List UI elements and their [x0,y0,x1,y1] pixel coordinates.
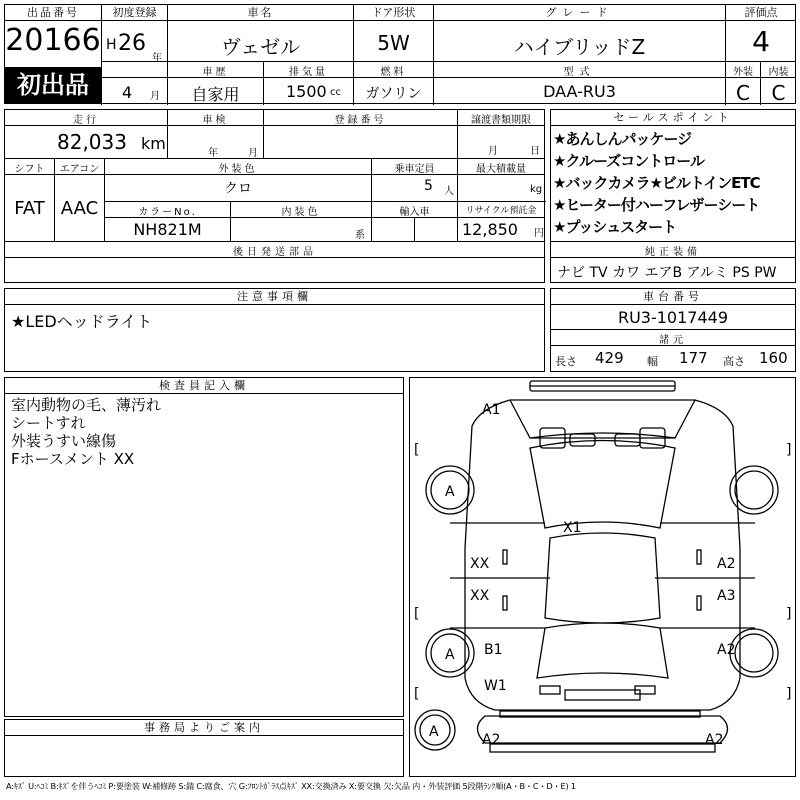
damage-mark: W1 [484,678,507,694]
later-parts-label: 後日発送部品 [233,247,317,258]
handle-right-2 [697,596,701,610]
car-diagram-box [409,377,796,777]
sales-point: ★ヒーター付ハーフレザーシート [553,196,760,214]
reg-cell [102,5,168,105]
recycle-fee: 12,850 [462,220,518,239]
bracket-mark: [ [414,606,420,622]
capacity-label: 乗車定員 [394,164,435,175]
width-label: 幅 [647,355,658,368]
load-label: 最大積載量 [476,164,526,175]
ac: AAC [60,198,99,219]
capacity-unit: 人 [444,186,454,197]
era: H [106,37,117,53]
bracket-mark: ] [786,442,792,458]
fuel: ガソリン [365,86,422,102]
color-label: 外装色 [218,164,258,175]
damage-mark: XX [470,556,490,572]
sales-points-list [553,128,760,238]
displacement-label: 排気量 [289,67,328,78]
handle-left-2 [503,596,507,610]
transfer-day-unit: 日 [530,146,540,157]
legend: A:ｷｽﾞ U:ﾍｺﾐ B:ｷｽﾞを伴うﾍｺﾐ P:要塗装 W:補修跡 S:錆 C:腐食、穴 G:ﾌﾛﾝﾄｶﾞﾗｽ点ｷｽﾞ XX:交換済み X:要交換 欠:欠品 内・外装評価 5段階ﾗﾝｸ順(A・B・C・D・E) 1 [6,781,576,791]
door-label: ドア形状 [354,5,433,21]
damage-mark: A2 [705,732,724,748]
handle-left-1 [503,550,507,564]
inspection-label: 車検 [202,115,229,126]
rear-window [537,623,668,678]
damage-mark: A3 [717,588,736,604]
color-no: NH821M [133,220,202,239]
equipment: ナビ TV カワ エアB アルミ PS PW [557,265,777,281]
header-box [4,4,796,104]
reg-year: 26 [118,31,146,56]
inspector-note: Fホースメント XX [11,450,135,468]
ext-grade-cell [726,61,761,105]
mileage-label: 走行 [73,115,99,126]
mileage-cell [5,110,168,158]
bracket-mark: [ [414,686,420,702]
ext-grade: C [736,81,750,105]
bracket-mark: ] [786,686,792,702]
sales-point: ★クルーズコントロール [553,152,704,170]
damage-mark: A2 [717,642,736,658]
model-label: 型式 [563,67,596,78]
notes-box [4,288,545,372]
inspector-box [4,377,404,717]
sales-point: ★プッシュスタート [553,218,677,236]
color-no-cell [105,202,231,241]
equipment-label: 純正装備 [645,247,701,258]
color: クロ [224,181,252,197]
chassis-box [550,288,796,372]
rear-light-left [540,686,560,694]
int-grade-label: 内装 [768,67,789,78]
sales-point: ★あんしんパッケージ [553,130,692,148]
inspection-month-unit: 月 [248,148,258,159]
mileage: 82,033 [57,130,127,154]
month-unit: 月 [150,91,160,102]
damage-mark: A [445,647,455,663]
height-label: 高さ [723,355,745,368]
inspector-notes [11,396,161,468]
import-cell [372,202,458,241]
color-cell [105,158,372,202]
history-cell [168,61,264,105]
roof-vent-4 [615,434,640,446]
reg-month: 4 [122,83,133,102]
color-no-label: カラーNo. [105,203,230,218]
damage-mark: X1 [563,520,582,536]
sales-points-label: セールスポイント [551,110,795,126]
shift: FAT [14,198,45,219]
door-type: 5W [377,31,410,55]
lot-number: 20166 [5,23,101,58]
load-unit: kg [530,184,543,195]
wheel-rear-right [730,629,778,677]
chassis-label: 車台番号 [551,289,795,305]
shift-cell [5,158,55,241]
shift-label: シフト [14,164,45,175]
displacement-unit: cc [330,87,341,98]
ac-label: エアコン [59,164,100,175]
damage-mark: B1 [484,642,503,658]
score-label: 評価点 [726,5,796,21]
interior-color-cell [231,202,372,241]
mileage-unit: km [141,134,166,153]
damage-mark: A [429,724,439,740]
front-bumper [478,716,728,743]
int-grade-cell [761,61,797,105]
transfer-month-unit: 月 [488,146,498,157]
damage-mark: XX [470,588,490,604]
length: 429 [595,349,624,367]
sales-point: ★バックカメラ★ビルトインETC [553,174,760,192]
handle-right-1 [697,550,701,564]
vehicle-info-box [4,109,545,283]
bracket-mark: [ [414,442,420,458]
damage-mark: A2 [482,732,501,748]
inspector-note: 外装うすい線傷 [11,432,117,450]
damage-mark: A [445,484,455,500]
fuel-label: 燃料 [380,67,407,78]
recycle-cell [458,202,546,241]
transfer-label: 譲渡書類期限 [471,115,531,126]
office-box [4,719,404,777]
year-unit: 年 [152,53,162,64]
inspector-note: 室内動物の毛、薄汚れ [11,396,162,414]
displacement: 1500 [286,82,327,101]
length-label: 長さ [555,355,577,368]
grade-label: グレード [434,5,725,21]
model-code: DAA-RU3 [543,82,616,101]
history-label: 車歴 [202,67,229,78]
height: 160 [759,349,788,367]
name-cell [168,5,354,61]
inspector-label: 検査員記入欄 [5,378,403,394]
inspection-year-unit: 年 [208,148,218,159]
fuel-cell [354,61,434,105]
car-diagram [410,378,795,776]
transfer-cell [458,110,546,158]
first-listing-badge: 初出品 [5,67,101,104]
import-label: 輸入車 [372,203,457,218]
recycle-unit: 円 [534,228,544,239]
plate-cell [264,110,458,158]
history: 自家用 [191,85,240,104]
chassis-number: RU3-1017449 [617,308,729,327]
dimensions-label: 諸元 [659,335,687,346]
bracket-mark: ] [786,606,792,622]
inspection-cell [168,110,264,158]
score: 4 [752,25,770,58]
inspector-note: シートすれ [11,414,86,432]
office-label: 事務局よりご案内 [5,720,403,736]
recycle-label: リサイクル預託金 [458,203,544,218]
sales-points-box [550,109,796,283]
load-cell [458,158,546,202]
reg-label: 初度登録 [102,5,167,21]
grade: ハイブリッドZ [513,35,646,59]
displacement-cell [264,61,354,105]
int-grade: C [771,81,786,105]
interior-color-unit: 系 [355,230,365,241]
name-label: 車名 [168,5,353,21]
model-cell [434,61,726,105]
notes-text: ★LEDヘッドライト [11,312,153,331]
capacity: 5 [424,178,433,194]
plate-label: 登録番号 [334,115,387,126]
damage-mark: A1 [482,402,501,418]
width: 177 [679,349,708,367]
door-cell [354,5,434,61]
car-body-outline [465,400,740,710]
score-cell [726,5,797,61]
capacity-cell [372,158,458,202]
roof-vent-3 [570,434,595,446]
interior-color-label: 内装色 [231,203,371,218]
roof [545,533,660,623]
windshield [530,441,675,529]
ac-cell [55,158,105,241]
lot-label: 出品番号 [5,5,101,21]
car-name: ヴェゼル [220,35,301,59]
ext-grade-label: 外装 [733,67,753,78]
damage-mark: A2 [717,556,736,572]
grade-cell [434,5,726,61]
rear-lamp [565,690,640,700]
lot-cell [5,5,102,105]
notes-label: 注意事項欄 [5,289,544,305]
